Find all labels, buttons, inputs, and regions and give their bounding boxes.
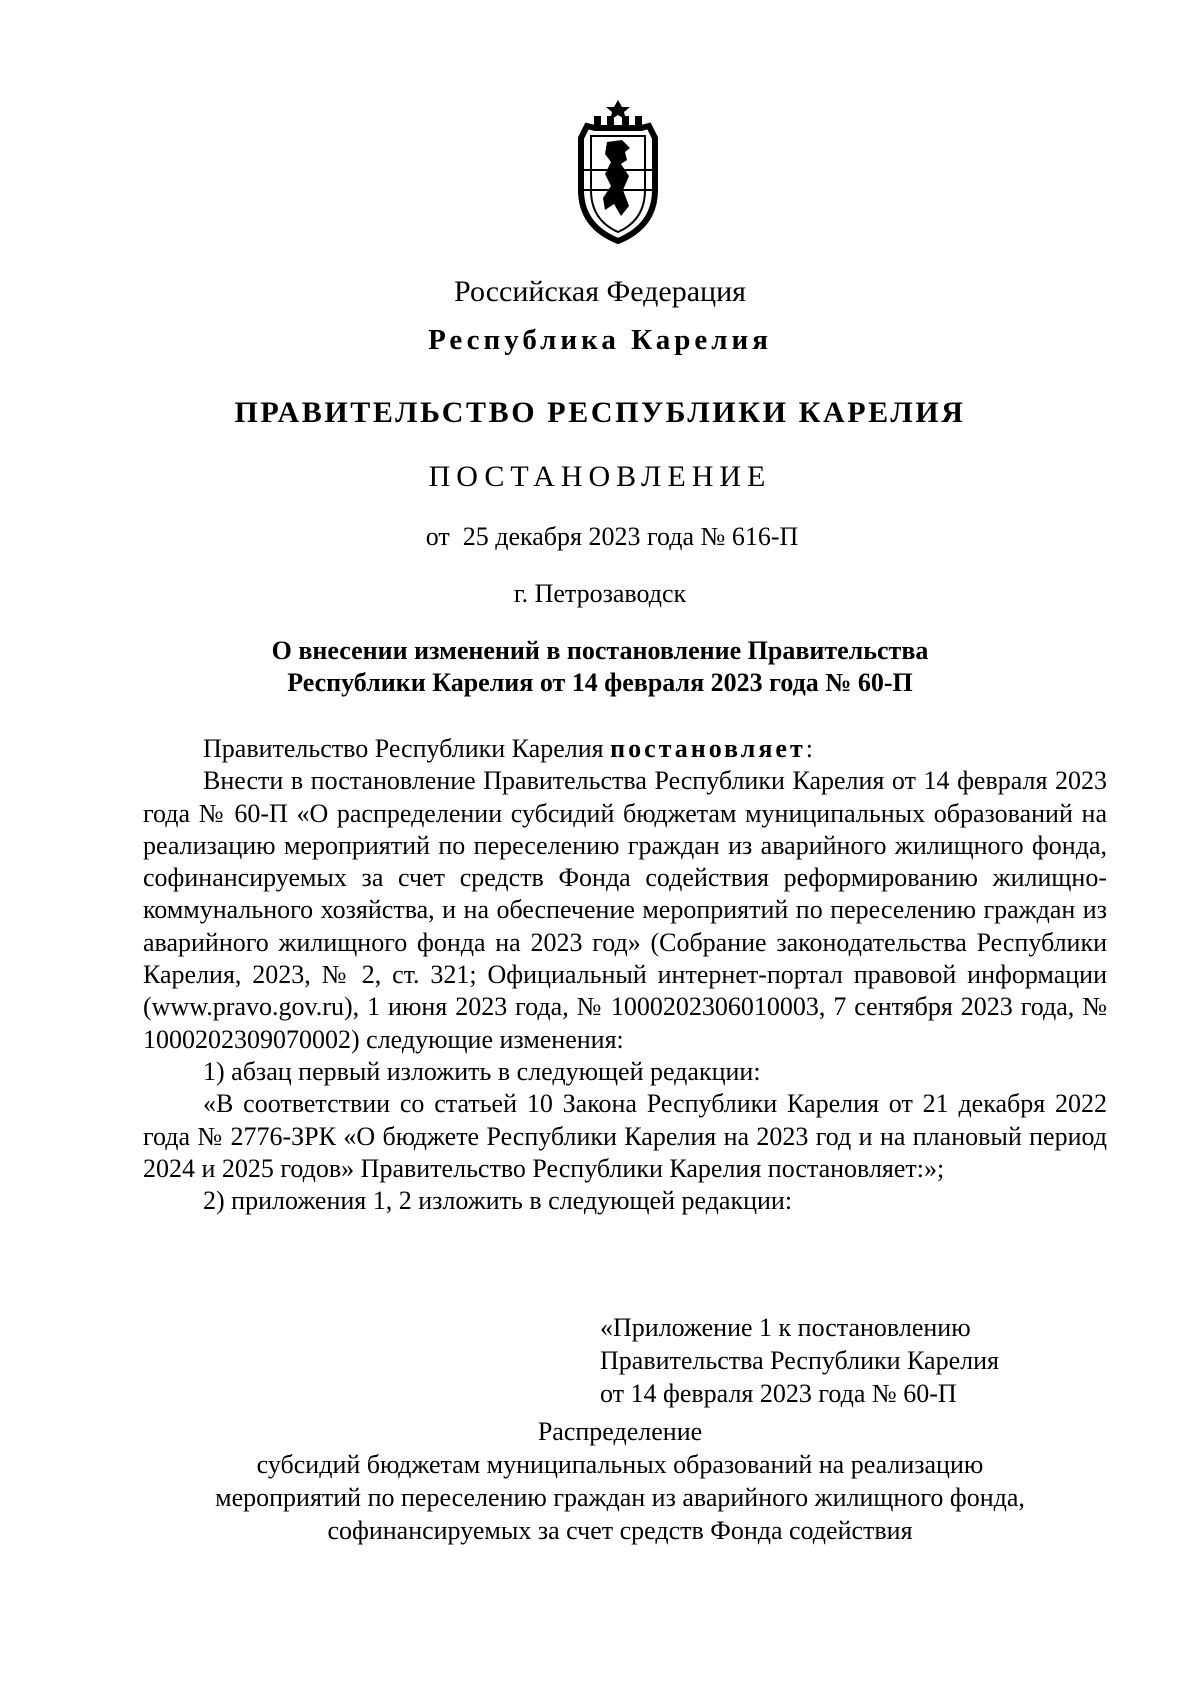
intro-colon: : xyxy=(805,734,813,763)
country-name: Российская Федерация xyxy=(454,275,746,308)
body-paragraph: 2) приложения 1, 2 изложить в следующей редакции: xyxy=(203,1186,793,1216)
distribution-line: субсидий бюджетам муниципальных образований на реализацию xyxy=(256,1450,984,1479)
distribution-line: мероприятий по переселению граждан из аварийного жилищного фонда, xyxy=(215,1483,1025,1512)
document-date-number: от 25 декабря 2023 года № 616-П xyxy=(425,522,799,551)
subject-line: О внесении изменений в постановление Правительства xyxy=(271,636,929,665)
distribution-line: софинансируемых за счет средств Фонда содействия xyxy=(327,1516,913,1545)
intro-text: Правительство Республики Карелия xyxy=(203,734,611,763)
subject-line: Республики Карелия от 14 февраля 2023 года № 60-П xyxy=(287,668,913,697)
appendix-line: Правительства Республики Карелия xyxy=(600,1346,999,1375)
document-body xyxy=(143,733,1107,1217)
body-paragraph: «В соответствии со статьей 10 Закона Республики Карелия от 21 декабря 2022 года № 2776-ЗРК «О бюджете Республики Карелия на 2023 год и на плановый период 2024 и 2025 годов» Правительство Республики Карелия постановляет:»; xyxy=(143,1089,1107,1183)
body-paragraph: 1) абзац первый изложить в следующей редакции: xyxy=(203,1056,761,1086)
document-type: ПОСТАНОВЛЕНИЕ xyxy=(428,460,772,493)
body-paragraph: Внести в постановление Правительства Республики Карелия от 14 февраля 2023 года № 60-П «О распределении субсидий бюджетам муниципальных образований на реализацию мероприятий по переселению граждан из аварийного жилищного фонда, софинансируемых за счет средств Фонда содействия реформированию жилищно-коммунального хозяйства, и на обеспечение мероприятий по переселению граждан из аварийного жилищного фонда на 2023 год» (Собрание законодательства Республики Карелия, 2023, № 2, ст. 321; Официальный интернет-портал правовой информации (www.pravo.gov.ru), 1 июня 2023 года, № 1000202306010003, 7 сентября 2023 года, № 1000202309070002) следующие изменения: xyxy=(143,766,1107,1054)
resolution-intro xyxy=(143,733,1107,765)
document-city: г. Петрозаводск xyxy=(513,579,687,608)
distribution-title: Распределение xyxy=(537,1417,703,1446)
appendix-line: «Приложение 1 к постановлению xyxy=(600,1313,971,1342)
karelia-coat-of-arms-icon xyxy=(567,98,669,244)
appendix-header xyxy=(600,1311,1100,1410)
republic-name: Республика Карелия xyxy=(428,324,772,356)
appendix-line: от 14 февраля 2023 года № 60-П xyxy=(600,1379,957,1408)
government-name: ПРАВИТЕЛЬСТВО РЕСПУБЛИКИ КАРЕЛИЯ xyxy=(234,396,966,429)
distribution-heading xyxy=(0,1415,1200,1547)
document-subject xyxy=(0,635,1200,699)
intro-spaced-word: постановляет xyxy=(610,734,806,763)
